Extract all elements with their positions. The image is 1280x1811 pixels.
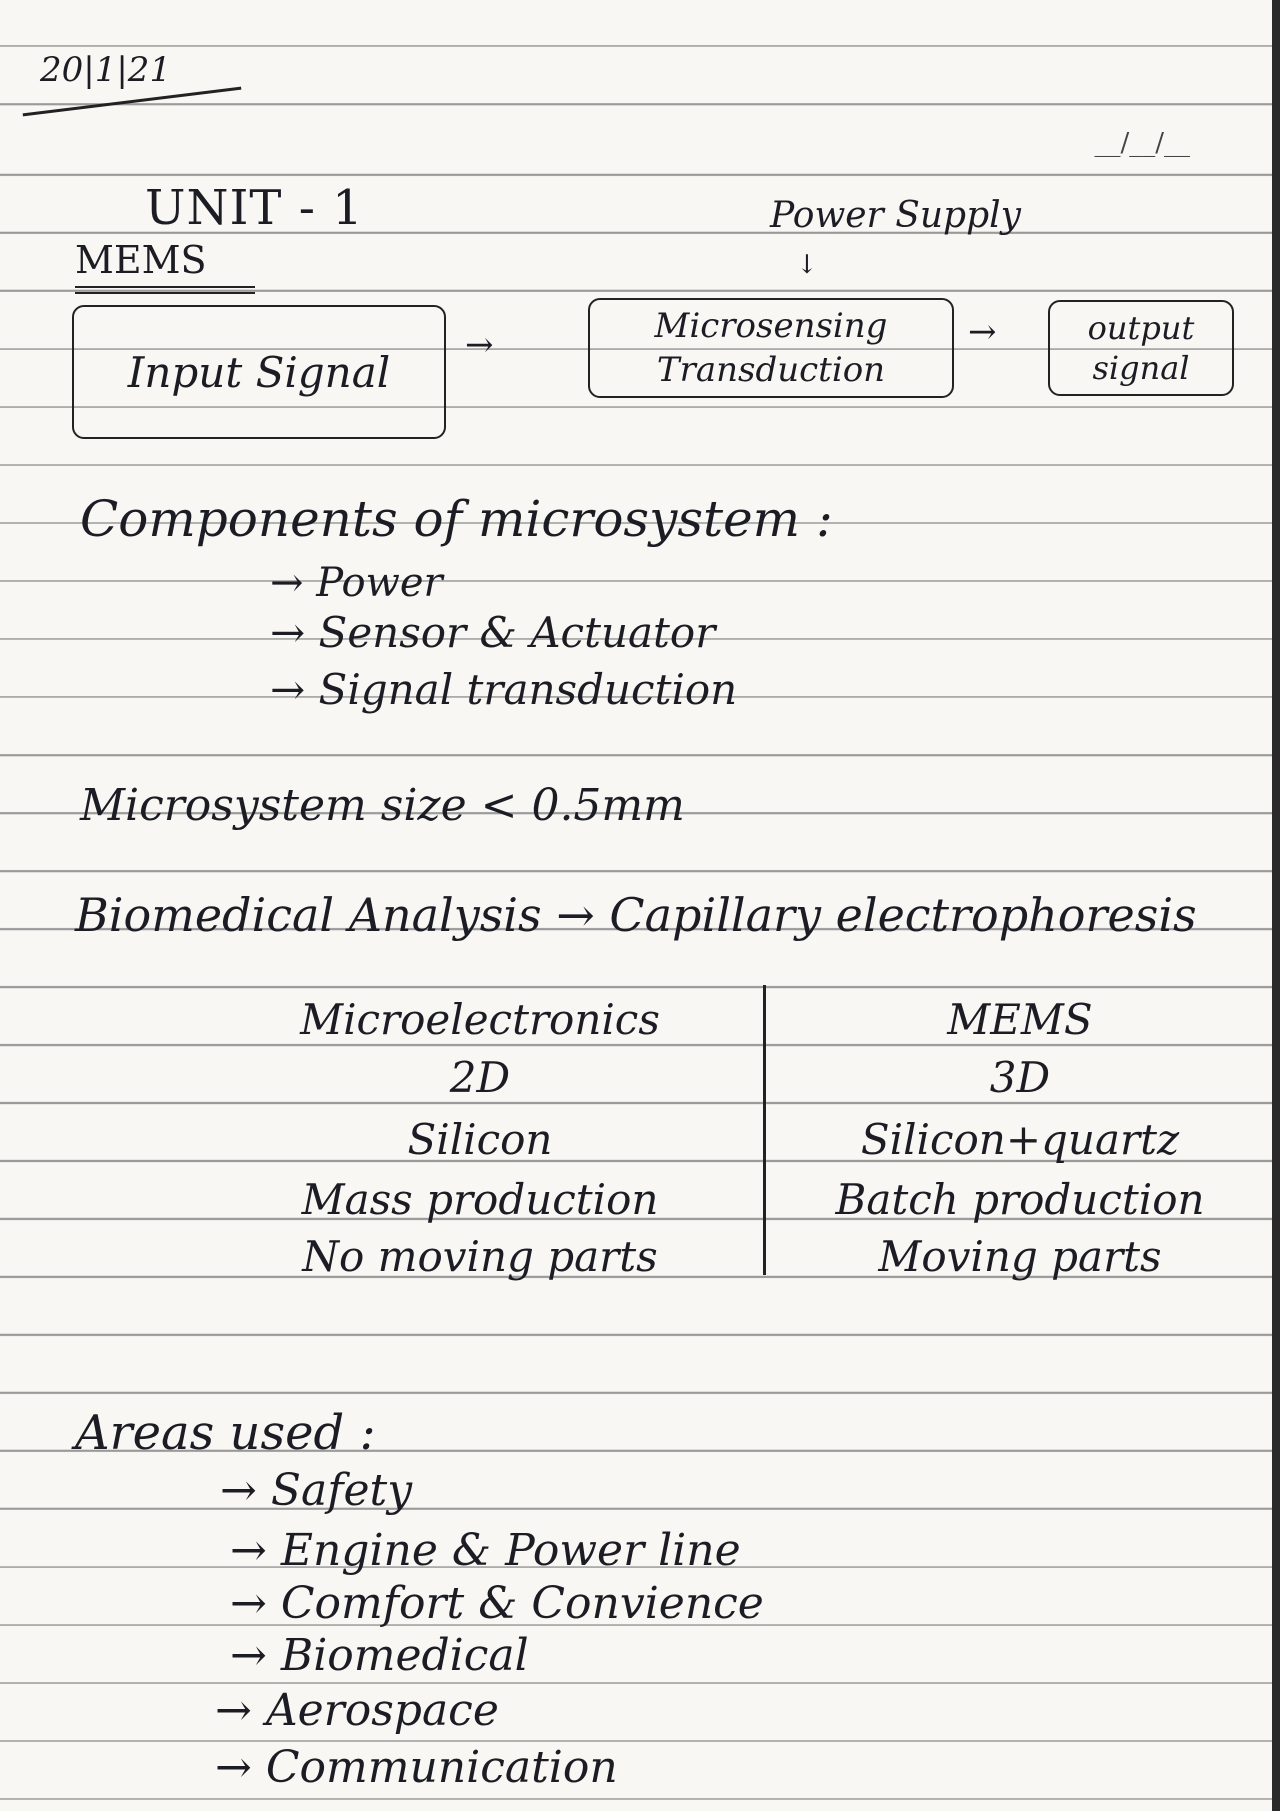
area-item: → Safety [220,1465,413,1516]
date-blank: __/__/__ [1094,128,1190,158]
subject-underline-2 [75,292,255,294]
component-item: → Signal transduction [270,665,738,714]
transduction-label: Transduction [656,350,886,390]
components-heading: Components of microsystem : [80,490,833,548]
areas-heading: Areas used : [75,1405,376,1461]
input-signal-label: Input Signal [127,347,391,397]
component-item: → Power [270,560,443,606]
signal-label: signal [1092,349,1190,387]
area-item: → Biomedical [230,1630,529,1681]
date: 20|1|21 [40,50,172,90]
compare-left-cell: 2D [449,1053,511,1102]
subject-underline [75,286,255,288]
down-arrow: ↓ [796,250,818,280]
compare-right-cell: 3D [989,1053,1051,1102]
compare-right-cell: MEMS [947,995,1093,1044]
biomedical-note: Biomedical Analysis → Capillary electrophoresis [75,888,1197,942]
page-edge [1272,0,1280,1811]
microsensing-box [588,298,954,398]
output-signal-box [1048,300,1234,396]
arrow-right-1: → [465,325,494,365]
compare-left-cell: Microelectronics [300,995,660,1044]
compare-left-cell: Mass production [301,1175,659,1224]
area-item: → Comfort & Convience [230,1578,764,1629]
arrow-right-2: → [968,312,997,352]
compare-right-cell: Batch production [835,1175,1205,1224]
comparison-divider [763,985,766,1275]
unit-title: UNIT - 1 [145,180,364,236]
component-item: → Sensor & Actuator [270,608,716,657]
compare-right-cell: Moving parts [878,1232,1162,1281]
compare-left-cell: Silicon [407,1115,553,1164]
output-label: output [1087,309,1195,347]
subject-title: MEMS [75,238,207,282]
power-supply-label: Power Supply [770,195,1021,236]
area-item: → Engine & Power line [230,1525,741,1576]
size-note: Microsystem size < 0.5mm [80,780,685,831]
area-item: → Aerospace [215,1685,499,1736]
microsensing-label: Microsensing [654,306,888,346]
area-item: → Communication [215,1742,618,1793]
input-signal-box [72,305,446,439]
compare-right-cell: Silicon+quartz [860,1115,1180,1164]
date-underline [23,87,242,117]
compare-left-cell: No moving parts [302,1232,658,1281]
